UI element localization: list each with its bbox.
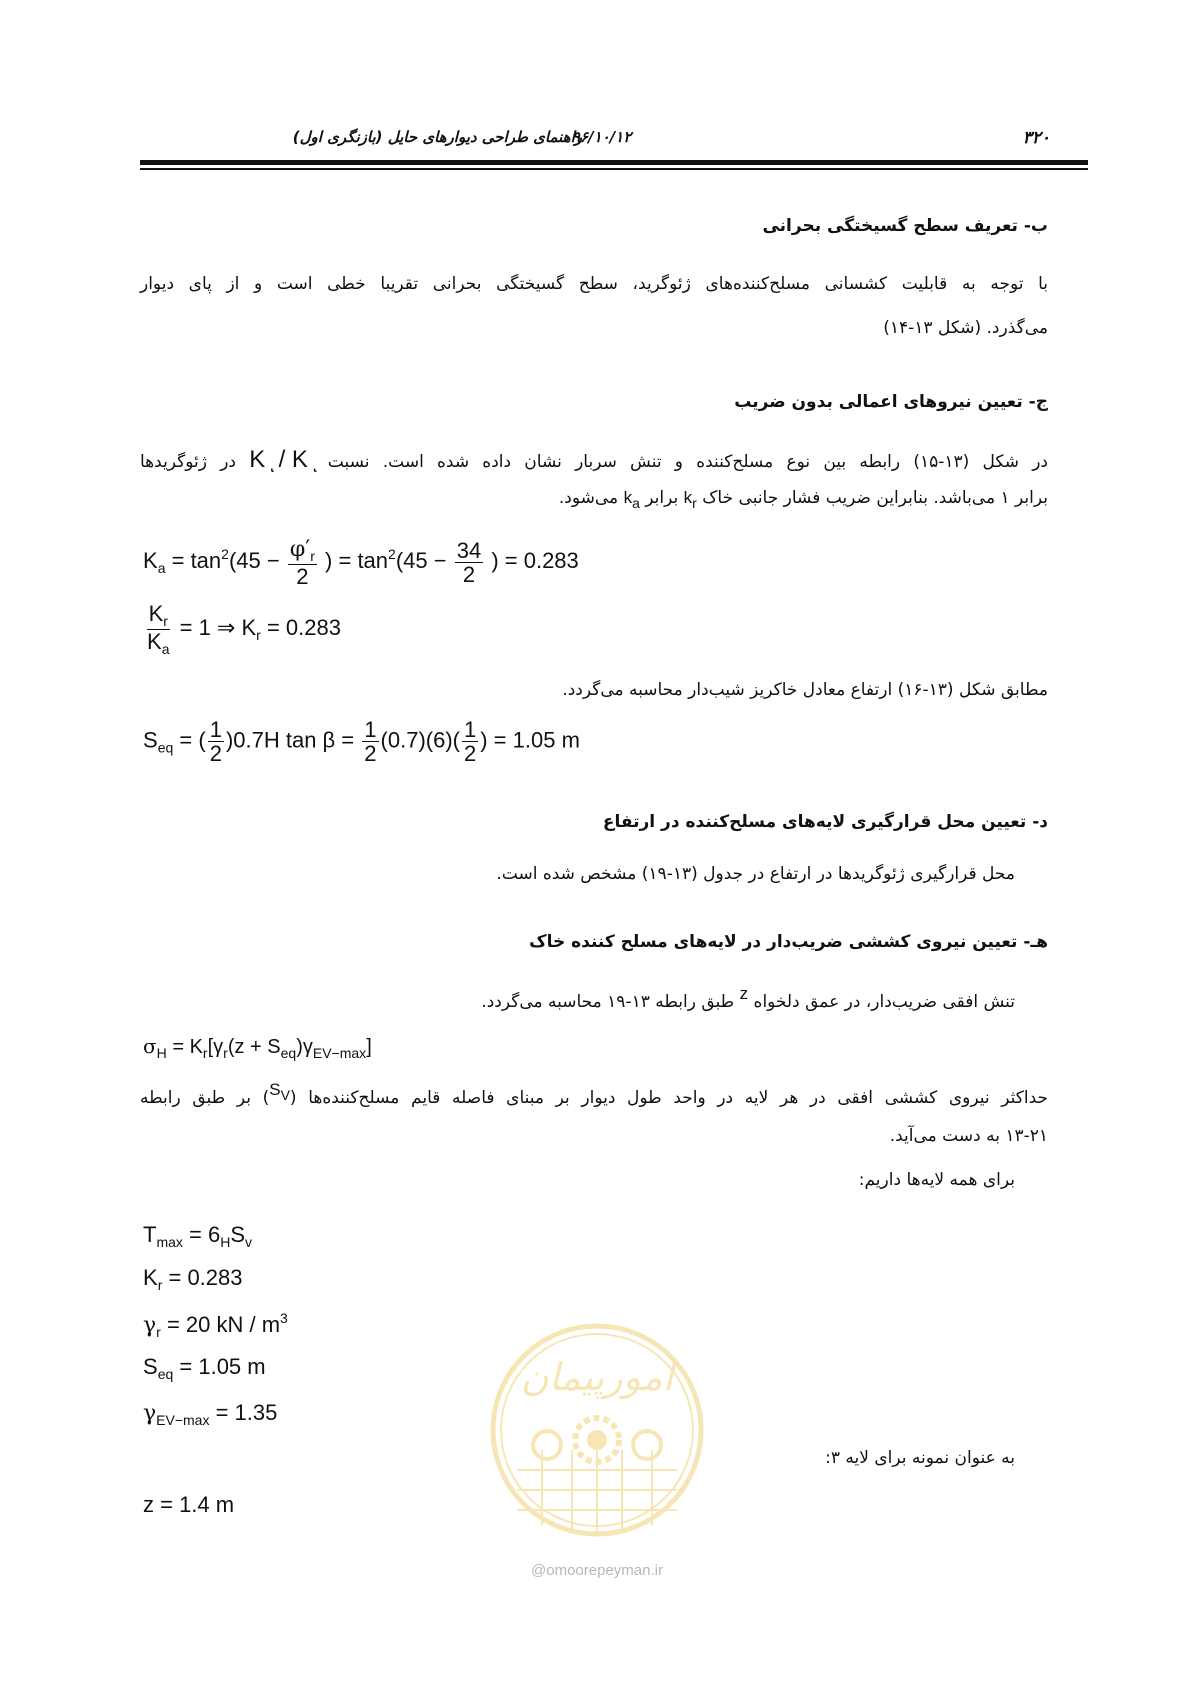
running-header-date: ۹۶/۱۰/۱۲ bbox=[572, 128, 632, 146]
sv-symbol: $S_V$ bbox=[269, 1080, 290, 1103]
section-h-heading: هـ- تعیین نیروی کششی ضریب‌دار در لایه‌های مسلح کننده خاک bbox=[529, 932, 1048, 952]
section-b-heading: ب- تعریف سطح گسیختگی بحرانی bbox=[762, 216, 1048, 236]
section-c-line-1-start: در شکل (۱۳-۱۵) رابطه بین نوع مسلح‌کننده و تنش سربار نشان داده شده است. نسبت bbox=[327, 452, 1048, 472]
phi-fraction: $\frac{\varphi'_r}{2}$ bbox=[289, 537, 315, 589]
watermark-logo-icon bbox=[487, 1320, 707, 1540]
section-c-line-2 bbox=[559, 488, 1048, 511]
equation-sigma-h: $\sigma_H = K_r[\gamma_r(z + S_{eq})\gamma_{EV-max}]$ bbox=[143, 1034, 372, 1061]
watermark-url: @omoorepeyman.ir bbox=[531, 1562, 663, 1579]
section-b-line-2: می‌گذرد. (شکل ۱۳-۱۴) bbox=[883, 318, 1048, 338]
section-h-line-2: حداکثر نیروی کششی افقی در هر لایه در واحد طول دیوار بر مبنای فاصله قایم مسلح‌کننده‌ها $(S_V)$ بر طبق رابطه bbox=[140, 1080, 1048, 1108]
section-c-line-3: مطابق شکل (۱۳-۱۶) ارتفاع معادل خاکریز شیب‌دار محاسبه می‌گردد. bbox=[562, 680, 1048, 700]
section-h-line-3: ۱۳-۲۱ به دست می‌آید. bbox=[889, 1126, 1048, 1146]
watermark-logo-text: امورپیمان bbox=[520, 1355, 674, 1399]
section-h-line-4: برای همه لایه‌ها داریم: bbox=[858, 1170, 1015, 1190]
header-rule-thin bbox=[140, 168, 1088, 170]
equation-seq: $S_{eq}$ = ( $\frac{1}{2}$ )0.7H tan β = $\frac{1}{2}$ (0.7)(6)( $\frac{1}{2}$ ) = 1.05 m bbox=[143, 717, 580, 767]
section-b-line-1: با توجه به قابلیت کشسانی مسلح‌کننده‌های ژئوگرید، سطح گسیختگی بحرانی تقریبا خطی است و از پای دیوار bbox=[140, 274, 1048, 294]
angle-fraction: $\frac{34}{2}$ bbox=[456, 537, 482, 587]
section-c-line-2-end: می‌شود. bbox=[558, 488, 619, 508]
header-rule-thick bbox=[140, 160, 1088, 165]
section-c-line-1 bbox=[140, 446, 1048, 474]
param-seq: $S_{eq} = 1.05$ m bbox=[143, 1354, 266, 1382]
z-symbol: z bbox=[739, 984, 749, 1003]
section-c-line-1-end: در ژئوگریدها bbox=[140, 452, 236, 472]
kr-ka-fraction: $\frac{K_r}{K_a}$ bbox=[147, 601, 170, 657]
example-layer-label: به عنوان نمونه برای لایه ۳: bbox=[825, 1448, 1015, 1468]
running-header-title: راهنمای طراحی دیوارهای حایل (بازنگری اول) bbox=[292, 128, 582, 146]
param-gamma-ev-max: $\gamma_{EV-max} = 1.35$ bbox=[143, 1400, 278, 1428]
section-d-line-1: محل قرارگیری ژئوگریدها در ارتفاع در جدول (۱۳-۱۹) مشخص شده است. bbox=[496, 864, 1015, 884]
kr-ka-ratio-symbol: K ͅ / K ͅ bbox=[249, 446, 315, 473]
equation-kr: $\frac{K_r}{K_a}$ = 1 ⇒ $K_r = 0.283$ bbox=[147, 601, 341, 657]
section-c-heading: ج- تعیین نیروهای اعمالی بدون ضریب bbox=[734, 392, 1048, 412]
section-h-line-1: تنش افقی ضریب‌دار، در عمق دلخواه z طبق رابطه ۱۳-۱۹ محاسبه می‌گردد. bbox=[481, 984, 1015, 1012]
page-number: ۳۲۰ bbox=[1022, 128, 1050, 148]
section-c-line-2-start: برابر ۱ می‌باشد. بنابراین ضریب فشار جانبی خاک bbox=[702, 488, 1048, 508]
section-d-heading: د- تعیین محل قرارگیری لایه‌های مسلح‌کننده در ارتفاع bbox=[602, 812, 1048, 832]
param-kr: $K_r = 0.283$ bbox=[143, 1265, 243, 1293]
equation-ka: $K_a = \tan^2(45$ − $\frac{\varphi'_r}{2}$ ) = $\tan^2(45$ − $\frac{34}{2}$ ) = 0.283 bbox=[143, 537, 579, 589]
ka-symbol: $k_a$ bbox=[623, 488, 640, 511]
param-tmax: $T_{max} = 6_HS_v$ bbox=[143, 1222, 253, 1250]
z-value: z = 1.4 m bbox=[143, 1492, 235, 1517]
param-gamma-r: $\gamma_r = 20$ kN / $m^3$ bbox=[143, 1310, 288, 1340]
section-c-line-2-mid: برابر bbox=[645, 488, 679, 508]
kr-symbol: $k_r$ bbox=[683, 488, 697, 511]
